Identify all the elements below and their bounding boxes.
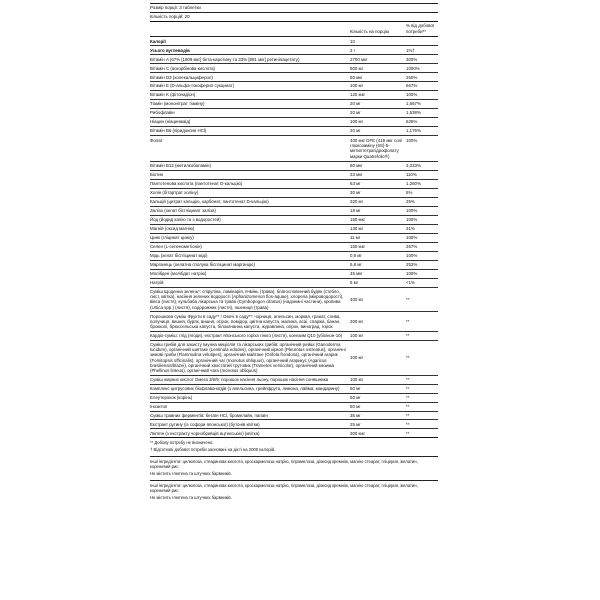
nutrient-name: Пантотенова кислота (пантотенат D-кальцію) [150, 181, 243, 187]
amount-per-serving: 11 мг [350, 235, 361, 241]
nutrient-name: Рибофлавін [150, 110, 175, 116]
amount-per-serving: 0,9 мг [350, 253, 362, 259]
daily-value: 250% [406, 74, 418, 80]
amount-per-serving: 150 мкг [350, 244, 366, 250]
table-row [150, 54, 438, 63]
daily-value: 1000% [406, 65, 420, 71]
daily-value: ** [406, 421, 410, 427]
nutrient-name: Суміш жирних кислот Омега 3/6/9: порошок насіння льону, порошок насіння соняшника [150, 376, 329, 382]
table-row [150, 251, 438, 260]
nutrient-name: Холін (бітартрат холіну) [150, 190, 199, 196]
table-row [150, 419, 438, 428]
nutrient-name: Вітамін D3 (холекальциферол) [150, 74, 213, 80]
table-row [150, 197, 438, 206]
daily-value: ** [406, 376, 410, 382]
nutrient-name: Елеутерокок (корінь) [150, 394, 193, 400]
amount-per-serving: 20 мг [350, 128, 361, 134]
amount-per-serving: 900 мг [350, 65, 364, 71]
daily-value [406, 39, 438, 44]
daily-value: 100% [406, 271, 418, 277]
table-row [150, 269, 438, 278]
amount-per-serving: 320 мг [350, 199, 364, 205]
table-row [150, 278, 438, 287]
nutrient-name: Натрій [150, 280, 164, 285]
servings-per-container: Кількість порцій: 20 [150, 14, 190, 20]
daily-value: ** [406, 394, 410, 400]
amount-per-serving: 80 мкг [350, 163, 363, 169]
daily-value: 100% [406, 208, 418, 214]
daily-value: 1,538% [406, 110, 421, 116]
daily-value: 300% [406, 56, 418, 62]
amount-per-serving: 25 мг [350, 421, 361, 427]
daily-value: ** [406, 412, 410, 418]
nutrient-name: Вітамін B6 (піридоксин HCl) [150, 128, 207, 134]
table-row [150, 161, 438, 170]
footnotes [150, 437, 438, 500]
amount-per-serving: 100 мг [350, 119, 364, 125]
nutrient-name: Ніацин (ніацинамід) [150, 119, 191, 125]
nutrient-name: Вітамін C (аскорбінова кислота) [150, 65, 215, 71]
amount-per-serving: 120 мкг [350, 92, 366, 98]
daily-value: 1,667% [406, 101, 421, 107]
nutrient-name: Магній (оксид магнію) [150, 226, 195, 232]
amount-column-header: Кількість на порцію [350, 29, 390, 35]
table-row [150, 99, 438, 108]
table-row [150, 215, 438, 224]
amount-per-serving: 35 мг [350, 412, 361, 418]
daily-value: 1,260% [406, 181, 421, 187]
nutrient-name: Фолат [150, 138, 163, 143]
table-row [150, 402, 438, 411]
amount-per-serving: 18 мг [350, 208, 361, 214]
serving-size: Розмір порції: 3 таблетки [150, 5, 201, 11]
table-row [150, 170, 438, 179]
nutrient-name: Вітамін E (D-альфа-токоферил сукцинат) [150, 83, 235, 89]
daily-value: 25% [406, 199, 415, 205]
table-row [150, 81, 438, 90]
amount-per-serving: 33 мкг [350, 172, 363, 178]
nutrient-name: Йод (йодид калію та з водоростей) [150, 217, 221, 223]
amount-per-serving: 100 мг [350, 332, 364, 338]
table-row [150, 45, 438, 54]
table-row [150, 331, 438, 340]
amount-per-serving: 2700 мкг [350, 56, 368, 62]
amount-per-serving: 100 мг [350, 354, 364, 360]
daily-value: 625% [406, 119, 418, 125]
daily-value: 3,333% [406, 163, 421, 169]
amount-per-serving: 45 мкг [350, 271, 363, 277]
amount-per-serving: 20 мг [350, 110, 361, 116]
amount-per-serving: 300 мкг [350, 430, 366, 436]
table-row [150, 188, 438, 197]
table-row [150, 233, 438, 242]
amount-per-serving: 130 мг [350, 226, 364, 232]
daily-value: 31% [406, 226, 415, 232]
table-row [150, 179, 438, 188]
daily-value: ** [406, 385, 410, 391]
daily-value: ** [406, 430, 410, 436]
daily-value: ** [406, 403, 410, 409]
allergen-statement: Не містить глютена та штучних барвників. [150, 471, 232, 477]
daily-value: 100% [406, 217, 418, 223]
table-row [150, 206, 438, 215]
table-row [150, 135, 438, 161]
daily-value: 110% [406, 172, 417, 178]
nutrient-name: Вітамін A (67% [1809 мкг] бета-каротину та 33% [891 мкг] ретинілацетату) [150, 56, 300, 62]
nutrient-name: Молібден (молібдат натрію) [150, 271, 207, 277]
table-row [150, 224, 438, 233]
table-row [150, 36, 438, 45]
table-row [150, 375, 438, 384]
daily-value: 1%† [406, 47, 415, 53]
daily-value: 5% [406, 190, 413, 196]
supplement-facts-panel [150, 3, 438, 502]
nutrient-name: Вітамін K (фітонадіон) [150, 92, 196, 98]
daily-value: 267% [406, 244, 418, 250]
daily-value: ** [406, 296, 410, 302]
daily-value: 100% [406, 235, 418, 241]
table-row [150, 117, 438, 126]
other-ingredients: Інші інгредієнти: целюлоза, стеаринова кислота, кроскармелоза натрію, гіпромелоза, діоксид кремнію, магнію стеарат, гліцерин, желатин, кореневий рис. [150, 459, 418, 470]
amount-per-serving: 200 мг [350, 318, 364, 324]
table-row [150, 428, 438, 437]
nutrient-name: Кардіо-суміш: глід (ягоди), екстракт японського горіха гінкго (листя), коензим Q10 (убіхінон-10) [150, 332, 343, 338]
nutrient-name: Комплекс цитрусових біофлавоноїдів (з апельсина, грейпфрута, лимона, лайма, мандарину) [150, 385, 340, 391]
daily-value: <1% [406, 280, 415, 285]
daily-value: ** [406, 354, 410, 360]
table-header [150, 22, 438, 36]
nutrient-table [150, 36, 438, 437]
daily-value: 100% [406, 92, 418, 98]
nutrient-name: Порошкова суміш Фрукти в саду** / Овочі в саду**: чорниця, апельсин, морква, гранат, слива, полуниця, вишня, буряк, вишня, огірок, помідор, цвітна капуста, малина, асаі, спаржа, банан, брокколі, брюссельська капуста, білокачанна капуста, журавлина, огірок, виноград, горох [150, 313, 341, 329]
daily-value: 100% [406, 253, 418, 259]
amount-per-serving: 5 мг [350, 280, 359, 285]
table-row [150, 393, 438, 402]
nutrient-name: Вітамін B12 (метилкобаламін) [150, 163, 211, 169]
table-row [150, 242, 438, 251]
nutrient-name: Цинк (гліцинат цинку) [150, 235, 194, 241]
amount-per-serving: 100 мг [350, 83, 364, 89]
nutrient-name: Залізо (хелат бісгліцинат заліза) [150, 208, 216, 214]
footnote-calorie-basis: † Відсоткові добової потреби засновані на дієті на 2000 калорій. [150, 447, 276, 453]
table-row [150, 63, 438, 72]
nutrient-name: Біотин [150, 172, 164, 178]
daily-value: ** [406, 332, 410, 338]
nutrient-name: Екстракт рутину (із софори японської) (бутонів квітки) [150, 421, 260, 427]
daily-value: 667% [406, 83, 418, 89]
nutrient-name: Усього вуглеводів [150, 47, 190, 53]
table-row [150, 90, 438, 99]
table-row [150, 340, 438, 375]
amount-per-serving: 400 мг [350, 296, 364, 302]
table-row [150, 72, 438, 81]
nutrient-name: Селен (L-селенометіонін) [150, 244, 202, 250]
daily-value: 252% [406, 262, 418, 268]
amount-per-serving: 150 мкг [350, 217, 366, 223]
amount-per-serving: 30 мг [350, 190, 361, 196]
nutrient-name: Суміш грибів для захисту Імунна миціолія та лікарських грибів: органічний рейші (Ganoderma lucidum), органічний шиїтаке (Lentinula edodes), органічний кіркоп (Pleurotus ostreatus), органічні зимові гриби (Flammulina velutipes), органічний майтаке (Grifola frondosa), органічний агарик (Fomitopsis officinalis), органічний чаг (Inonotus obliquus), органічний агарикус (Agaricus brasiliensis/blazei), органічний хвостатий трутовик (Trametes versicolor), органічний мезима (Phellinus linteus), органічний чага (Inonotus obliquus) [150, 341, 346, 373]
allergen-statement-repeat: Не містить глютена та штучних барвників. [150, 495, 232, 501]
amount-per-serving: 100 мг [350, 376, 364, 382]
table-row [150, 260, 438, 269]
nutrient-name: Лютеїн (з екстракту чорнобривців ацтекських) (квітка) [150, 430, 260, 436]
table-row [150, 311, 438, 330]
amount-per-serving: 400 мкг DFE (419 мкг солі глюкозаміну (6S)-5-метилтетрагідрофолату марки Quatrefolic®) [350, 138, 403, 159]
amount-per-serving: 50 мг [350, 403, 361, 409]
table-row [150, 411, 438, 420]
table-row [150, 108, 438, 117]
amount-per-serving: 60 мг [350, 385, 361, 391]
daily-value: 1,176% [406, 128, 421, 134]
nutrient-name: Мідь (хелат бісгліцинат міді) [150, 253, 208, 259]
amount-per-serving: 50 мг [350, 394, 361, 400]
nutrient-name: Тіамін (мононітрат тіаміну) [150, 101, 205, 107]
daily-value: ** [406, 318, 410, 324]
nutrient-name: Суміш травних ферментів: бетаїн HCl, бромелайн, папаїн [150, 412, 268, 418]
table-row [150, 287, 438, 312]
table-row [150, 126, 438, 135]
other-ingredients-repeat: Інші інгредієнти: целюлоза, стеаринова кислота, кроскармелоза натрію, гіпромелоза, діоксид кремнію, магнію стеарат, гліцерин, желатин, кореневий рис. [150, 483, 418, 494]
nutrient-name: Калорії [150, 38, 166, 44]
nutrient-name: Марганець (хелатна сполука бісгліцинат марганцю) [150, 262, 255, 268]
amount-per-serving: 2 г [350, 47, 356, 53]
nutrient-name: Інозитол [150, 403, 168, 409]
amount-per-serving: 50 мкг [350, 74, 363, 80]
table-row [150, 384, 438, 393]
amount-per-serving: 20 мг [350, 101, 361, 107]
footnote-dv-not-established: ** Добову потребу не визначено. [150, 440, 214, 446]
amount-per-serving: 63 мг [350, 181, 361, 187]
nutrient-name: Суміш Щоденна зелень*: спіруліна, ламінарія, ячмінь (трава), благословенний будяк (стебло, лист, квітка), насіння зелених водорості (Aphanizomenon flos-aquae), хлорела (мікроводорості), вівса (листя), кульбаба лікарська та трава (Cymbopogon citratus) (надземні частини), кропива (Urtica spp.) (листя), подорожник (листя), пшениця (трава) [150, 288, 344, 310]
daily-value: 100% [406, 138, 418, 143]
amount-per-serving: 10 [350, 38, 355, 44]
dv-column-header: % від добової потреби** [406, 23, 435, 34]
amount-per-serving: 5,8 мг [350, 262, 362, 268]
nutrient-name: Кальцій (цитрат кальцію, карбонат, пантотенат D-кальцію) [150, 199, 269, 205]
